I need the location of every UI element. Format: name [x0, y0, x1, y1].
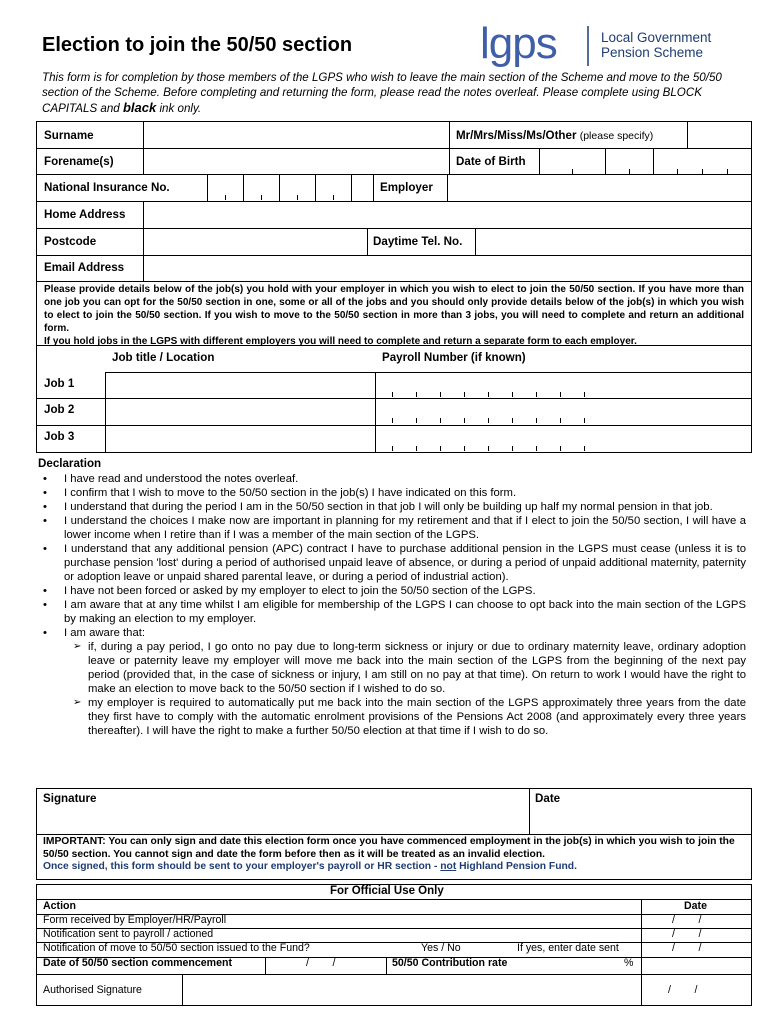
address-field[interactable] — [144, 202, 750, 227]
payroll-digit-tick — [536, 392, 537, 397]
lgps-logo-icon — [478, 20, 590, 72]
date-slashes: / / — [672, 914, 702, 926]
payroll-digit-tick — [464, 418, 465, 423]
page-title: Election to join the 50/50 section — [42, 34, 353, 56]
address-label: Home Address — [44, 208, 126, 221]
authorised-signature-label: Authorised Signature — [43, 984, 142, 996]
official-row-2: Notification sent to payroll / actioned — [43, 928, 214, 940]
job-2-label: Job 2 — [44, 403, 75, 416]
payroll-digit-tick — [560, 418, 561, 423]
yes-no-option[interactable]: Yes / No — [421, 942, 461, 954]
declaration-item: • I am aware that: ➢ if, during a pay period, I go onto no pay due to long-term sickness or injury or due to ordinary maternity leave, ordinary adoption leave or paternity leave my employer will move me back into the main section of the LGPS from the beginning of the next pay period (provided that, in the case of sickness or injury, I am still on no pay at that time). On return to work I would have the right to make an election to move back to the 50/50 section if I wished to do so. ➢ my employer is required to automatically put me back into the main section of the LGPS approximately three years from the date they first have to comply with the automatic enrolment provisions of the Pensions Act 2008 (and approximately every three years thereafter). I will have the right to make a further 50/50 election at that time if I wish to do so. — [64, 626, 746, 738]
logo-wordmark: lgps — [480, 20, 557, 68]
title-label: Mr/Mrs/Miss/Ms/Other (please specify) — [456, 129, 654, 142]
payroll-digit-tick — [512, 392, 513, 397]
signature-field[interactable] — [37, 806, 527, 832]
ni-label: National Insurance No. — [44, 181, 170, 194]
declaration-item: • I have read and understood the notes overleaf. — [64, 472, 746, 486]
job-1-payroll-field[interactable] — [376, 373, 751, 398]
official-row-3: Notification of move to 50/50 section issued to the Fund? — [43, 942, 310, 954]
job-2-title-field[interactable] — [106, 399, 374, 424]
employer-field[interactable] — [448, 175, 750, 200]
payroll-digit-tick — [440, 446, 441, 451]
date-header: Date — [684, 900, 707, 912]
signature-label: Signature — [43, 792, 97, 805]
payroll-digit-tick — [464, 392, 465, 397]
personal-details-table — [36, 121, 752, 282]
signature-date-label: Date — [535, 792, 561, 805]
dob-label: Date of Birth — [456, 155, 526, 168]
logo-line-1: Local Government — [601, 30, 712, 45]
payroll-digit-tick — [584, 418, 585, 423]
surname-field[interactable] — [144, 123, 449, 147]
payroll-digit-tick — [464, 446, 465, 451]
declaration-heading: Declaration — [38, 457, 102, 470]
payroll-digit-tick — [392, 446, 393, 451]
declaration-item: • I have not been forced or asked by my employer to elect to join the 50/50 section of the LGPS. — [64, 584, 746, 598]
surname-label: Surname — [44, 129, 94, 142]
payroll-digit-tick — [416, 392, 417, 397]
logo-caption — [601, 30, 711, 60]
lgps-logo — [478, 20, 738, 72]
job-3-title-field[interactable] — [106, 426, 374, 452]
dob-field[interactable] — [540, 149, 750, 173]
declaration-item: • I understand the choices I make now are important in planning for my retirement and that if I elect to join the 50/50 section, I will have a lower income when I retire than if I was a member of the main section of the LGPS. — [64, 514, 746, 542]
payroll-digit-tick — [512, 418, 513, 423]
declaration-item: • I understand that any additional pension (APC) contract I have to purchase additional pension in the LGPS must cease (unless it is to purchase pension 'lost' during a period of authorised unpaid leave of absence, or during a period of unpaid additional maternity, paternity or adoption leave or unpaid shared parental leave, or during a period of industrial action). — [64, 542, 746, 584]
declaration — [38, 457, 746, 738]
job-3-payroll-field[interactable] — [376, 426, 751, 452]
payroll-digit-tick — [392, 392, 393, 397]
title-field[interactable] — [688, 123, 750, 147]
payroll-digit-tick — [536, 418, 537, 423]
authorised-signature-field[interactable] — [182, 975, 640, 1005]
commencement-date-slashes: / / — [306, 957, 336, 969]
payroll-digit-tick — [416, 446, 417, 451]
payroll-digit-tick — [440, 392, 441, 397]
important-note: IMPORTANT: You can only sign and date this election form once you have commenced employment in the job(s) in which you wish to join the 50/50 section. You cannot sign and date the form before then as it will be treated as an invalid election. Once signed, this form should be sent to your employer's payroll or HR section - not Highland Pension Fund. — [43, 836, 735, 872]
percent-sign: % — [624, 957, 634, 969]
authorised-date-slashes: / / — [668, 984, 698, 996]
payroll-digit-tick — [560, 446, 561, 451]
logo-line-2: Pension Scheme — [601, 45, 704, 60]
payroll-digit-tick — [416, 418, 417, 423]
payroll-digit-tick — [512, 446, 513, 451]
payroll-digit-tick — [584, 392, 585, 397]
job-1-title-field[interactable] — [106, 373, 374, 398]
declaration-item: • I confirm that I wish to move to the 50/50 section in the job(s) I have indicated on this form. — [64, 486, 746, 500]
declaration-subitem: ➢ if, during a pay period, I go onto no pay due to long-term sickness or injury or due to ordinary maternity leave, ordinary adoption leave or paternity leave my employer will move me back into the main section of the LGPS from the beginning of the next pay period (provided that, in the case of sickness or injury, I am still on no pay at that time). On return to work I would have the right to make an election to move back to the 50/50 section if I wished to do so. — [88, 640, 746, 696]
job-3-label: Job 3 — [44, 430, 75, 443]
payroll-digit-tick — [560, 392, 561, 397]
action-header: Action — [43, 900, 76, 912]
declaration-subitem: ➢ my employer is required to automatically put me back into the main section of the LGPS approximately three years from the date they first have to comply with the automatic enrolment provisions of the Pensions Act 2008 (and approximately every three years thereafter). I will have the right to make a further 50/50 election at that time if I wish to do so. — [88, 696, 746, 738]
ni-field[interactable] — [208, 175, 373, 200]
payroll-digit-tick — [488, 418, 489, 423]
signature-date-field[interactable] — [530, 806, 750, 832]
tel-field[interactable] — [476, 229, 750, 254]
payroll-digit-tick — [488, 392, 489, 397]
payroll-digit-tick — [392, 418, 393, 423]
job-title-header: Job title / Location — [112, 351, 215, 364]
job-1-label: Job 1 — [44, 377, 75, 390]
postcode-field[interactable] — [144, 229, 366, 254]
payroll-digit-tick — [536, 446, 537, 451]
intro-text: This form is for completion by those members of the LGPS who wish to leave the main section of the Scheme and move to the 50/50 section of the Scheme. Before completing and returning the form, please read the notes overleaf. Please complete using BLOCK CAPITALS and black ink only. — [42, 71, 722, 115]
payroll-digit-tick — [488, 446, 489, 451]
email-field[interactable] — [144, 256, 750, 281]
payroll-digit-tick — [440, 418, 441, 423]
employer-label: Employer — [380, 181, 433, 194]
payroll-header: Payroll Number (if known) — [382, 351, 526, 364]
commencement-label: Date of 50/50 section commencement — [43, 957, 232, 969]
forenames-field[interactable] — [144, 149, 449, 173]
date-slashes: / / — [672, 928, 702, 940]
job-2-payroll-field[interactable] — [376, 399, 751, 424]
email-label: Email Address — [44, 261, 125, 274]
official-heading: For Official Use Only — [330, 885, 444, 897]
declaration-item: • I understand that during the period I am in the 50/50 section in that job I will only be building up half my normal pension in that job. — [64, 500, 746, 514]
official-row-1: Form received by Employer/HR/Payroll — [43, 914, 227, 926]
if-yes-label: If yes, enter date sent — [517, 942, 619, 954]
payroll-digit-tick — [584, 446, 585, 451]
date-slashes: / / — [672, 942, 702, 954]
tel-label: Daytime Tel. No. — [373, 235, 463, 248]
jobs-instructions: Please provide details below of the job(s) you hold with your employer in which you wish to elect to join the 50/50 section. If you have more than one job you can opt for the 50/50 section in one, some or all of the jobs and you should only provide details below of the job(s) in which you wish to elect to join the 50/50 section. If you wish to move to the 50/50 section in more than 3 jobs, you will need to complete and return an additional form. If you hold jobs in the LGPS with different employers you will need to complete and return a separate form to each employer. — [44, 284, 744, 347]
postcode-label: Postcode — [44, 235, 97, 248]
declaration-item: • I am aware that at any time whilst I am eligible for membership of the LGPS I can choose to opt back into the main section of the LGPS by making an election to my employer. — [64, 598, 746, 626]
contribution-rate-label: 50/50 Contribution rate — [392, 957, 508, 969]
forenames-label: Forename(s) — [44, 155, 114, 168]
